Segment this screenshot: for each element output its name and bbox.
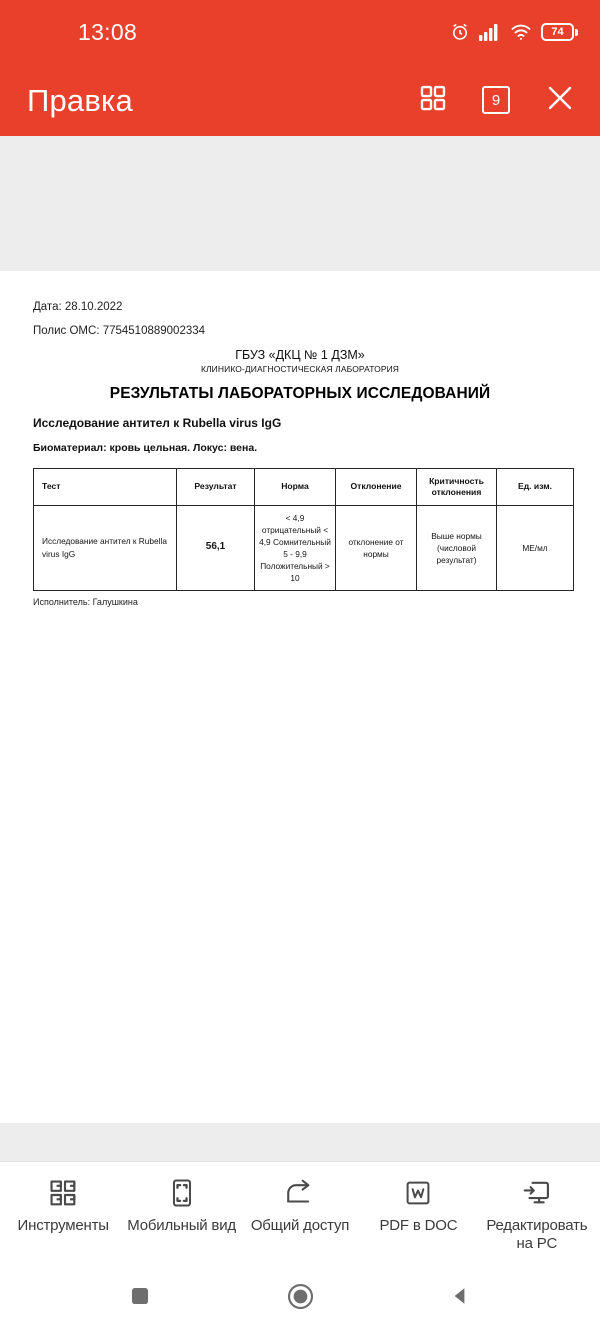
grid-icon — [418, 83, 448, 118]
app-bar — [0, 64, 600, 136]
share-icon — [283, 1176, 317, 1210]
table-header-result: Результат — [177, 469, 255, 505]
document-viewer[interactable] — [0, 136, 600, 1161]
tools-icon — [47, 1176, 79, 1210]
toolbar-item-share[interactable] — [241, 1176, 359, 1235]
document-biomaterial: Биоматериал: кровь цельная. Локус: вена. — [33, 442, 258, 455]
table-row — [34, 505, 574, 590]
cell-result: 56,1 — [177, 505, 255, 590]
cell-deviation: отклонение от нормы — [336, 505, 417, 590]
square-icon — [128, 1284, 152, 1313]
cell-test: Исследование антител к Rubella virus IgG — [34, 505, 177, 590]
grid-view-button[interactable] — [418, 83, 448, 118]
status-time: 13:08 — [78, 18, 138, 45]
android-nav-bar — [0, 1265, 600, 1332]
document-page — [0, 271, 600, 1123]
cell-criticality: Выше нормы (числовой результат) — [417, 505, 497, 590]
alarm-icon — [450, 22, 470, 42]
table-header-row — [34, 469, 574, 505]
recents-button[interactable] — [110, 1279, 170, 1319]
toolbar-label-edit-on-pc: Редактировать на PC — [486, 1217, 588, 1253]
toolbar-item-tools[interactable] — [4, 1176, 122, 1235]
edit-on-pc-icon — [521, 1176, 553, 1210]
page-gap-bottom — [0, 1123, 600, 1161]
app-bar-actions — [418, 82, 576, 119]
wifi-icon — [510, 23, 532, 41]
document-title: РЕЗУЛЬТАТЫ ЛАБОРАТОРНЫХ ИССЛЕДОВАНИЙ — [109, 385, 491, 403]
word-doc-icon — [402, 1176, 434, 1210]
tab-count-button[interactable] — [482, 86, 510, 114]
organization-name: ГБУЗ «ДКЦ № 1 ДЗМ» — [235, 347, 365, 362]
battery-level-text: 74 — [551, 25, 564, 38]
toolbar-item-edit-on-pc[interactable] — [478, 1176, 596, 1254]
cell-unit: МЕ/мл — [497, 505, 574, 590]
document-date: Дата: 28.10.2022 — [33, 301, 123, 313]
toolbar-label-tools: Инструменты — [17, 1217, 109, 1234]
lab-results-table — [33, 468, 574, 591]
triangle-back-icon — [448, 1284, 472, 1313]
mobile-view-icon — [166, 1176, 198, 1210]
battery-icon — [541, 23, 578, 41]
table-header-test: Тест — [34, 469, 177, 505]
toolbar-item-mobile-view[interactable] — [122, 1176, 240, 1235]
toolbar-label-pdf-to-doc: PDF в DOC — [379, 1217, 458, 1234]
cellular-signal-icon — [479, 23, 501, 41]
document-policy: Полис ОМС: 7754510889002334 — [33, 325, 206, 338]
status-bar — [0, 0, 600, 64]
page-title: Правка — [27, 82, 133, 118]
toolbar-label-mobile-view: Мобильный вид — [127, 1217, 236, 1234]
status-icons — [450, 22, 578, 42]
document-subtitle: Исследование антител к Rubella virus IgG — [33, 416, 282, 431]
circle-icon — [287, 1283, 314, 1315]
toolbar-item-pdf-to-doc[interactable] — [359, 1176, 477, 1235]
table-header-deviation: Отклонение — [336, 469, 417, 505]
table-header-criticality: Критичность отклонения — [417, 469, 497, 505]
tab-count-icon — [482, 86, 510, 114]
tab-count-label: 9 — [491, 91, 501, 109]
home-button[interactable] — [270, 1279, 330, 1319]
document-executor: Исполнитель: Галушкина — [33, 596, 138, 607]
toolbar-label-share: Общий доступ — [250, 1217, 350, 1234]
back-button[interactable] — [430, 1279, 490, 1319]
close-icon — [544, 82, 576, 119]
organization-subtitle: КЛИНИКО-ДИАГНОСТИЧЕСКАЯ ЛАБОРАТОРИЯ — [200, 364, 400, 375]
close-button[interactable] — [544, 82, 576, 119]
document-content — [0, 299, 600, 607]
table-header-norm: Норма — [255, 469, 336, 505]
page-gap-top — [0, 136, 600, 271]
bottom-toolbar — [0, 1161, 600, 1265]
cell-norm: < 4,9 отрицательный < 4,9 Сомнительный 5 - 9,9 Положительный > 10 — [255, 505, 336, 590]
table-header-unit: Ед. изм. — [497, 469, 574, 505]
